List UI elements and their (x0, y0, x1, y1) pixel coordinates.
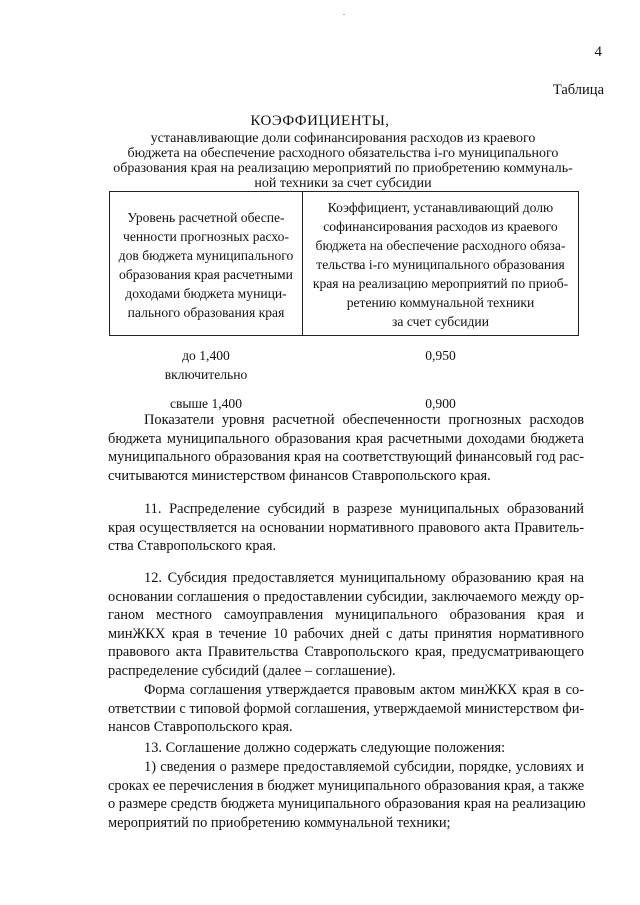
paragraph-13: 13. Соглашение должно содержать следующие положения: (144, 740, 506, 756)
table-subtitle (108, 131, 578, 191)
paragraph-12: 12. Субсидия предоставляется муниципальному образованию края на основании соглашения о предоставлении субсидии, заключаемого между ор- ганом местного самоуправления муниципального образования края и минЖКХ края в течение 10 рабочих дней с даты принятия нормативного правового акта Правительства Ставропольского края, предусматривающего распределение субсидий (далее – соглашение). (108, 570, 584, 679)
table-label: Таблица (552, 82, 604, 98)
header-coefficient: Коэффициент, устанавливающий долю софинансирования расходов из краевого бюджета на обеспечение расходного обяза- тельства i-го муниципального образования края на реализацию мероприятий по приоб- ретению коммунальной техники за счет субсидии (303, 192, 579, 336)
table-row (110, 336, 579, 385)
scan-mark (343, 14, 345, 15)
paragraph-13-item-1: 1) сведения о размере предоставляемой субсидии, порядке, условиях и сроках ее перечисления в бюджет муниципального образования края, а также о размере средств бюджета муниципального образования края на реализацию мероприятий по приобретению коммунальной техники; (108, 759, 586, 831)
cell-coefficient: 0,900 (425, 396, 456, 411)
subtitle-line: образования края на реализацию мероприятий по приобретению коммуналь- (113, 161, 573, 176)
subtitle-line: бюджета на обеспечение расходного обязательства i-го муниципального (127, 146, 559, 161)
paragraph-indicators: Показатели уровня расчетной обеспеченности прогнозных расходов бюджета муниципального образования края расчетными доходами бюджета муниципального образования края на соответствующий финансовый год рас- считываются министерством финансов Ставропольского края. (108, 412, 584, 484)
cell-level: до 1,400 включительно (164, 348, 248, 382)
table-row (110, 384, 579, 413)
paragraph-11: 11. Распределение субсидий в разрезе муниципальных образований края осуществляется на основании нормативного правового акта Правитель- ства Ставропольского края. (108, 501, 584, 554)
paragraph-12-form: Форма соглашения утверждается правовым актом минЖКХ края в со- ответствии с типовой формой соглашения, утверждаемой министерством фи- нансов Ставропольского края. (108, 682, 585, 735)
subtitle-line: устанавливающие доли софинансирования расходов из краевого (150, 131, 536, 146)
cell-level: свыше 1,400 (169, 396, 243, 411)
coefficients-table (109, 191, 579, 413)
page-number: 4 (594, 44, 602, 60)
cell-coefficient: 0,950 (425, 348, 456, 363)
table-title: КОЭФФИЦИЕНТЫ, (250, 113, 390, 129)
header-level: Уровень расчетной обеспе- ченности прогнозных расхо- дов бюджета муниципального образования края расчетными доходами бюджета муници- пального образования края (110, 192, 303, 336)
subtitle-line: ной техники за счет субсидии (254, 176, 432, 191)
table-header-row (110, 192, 579, 336)
